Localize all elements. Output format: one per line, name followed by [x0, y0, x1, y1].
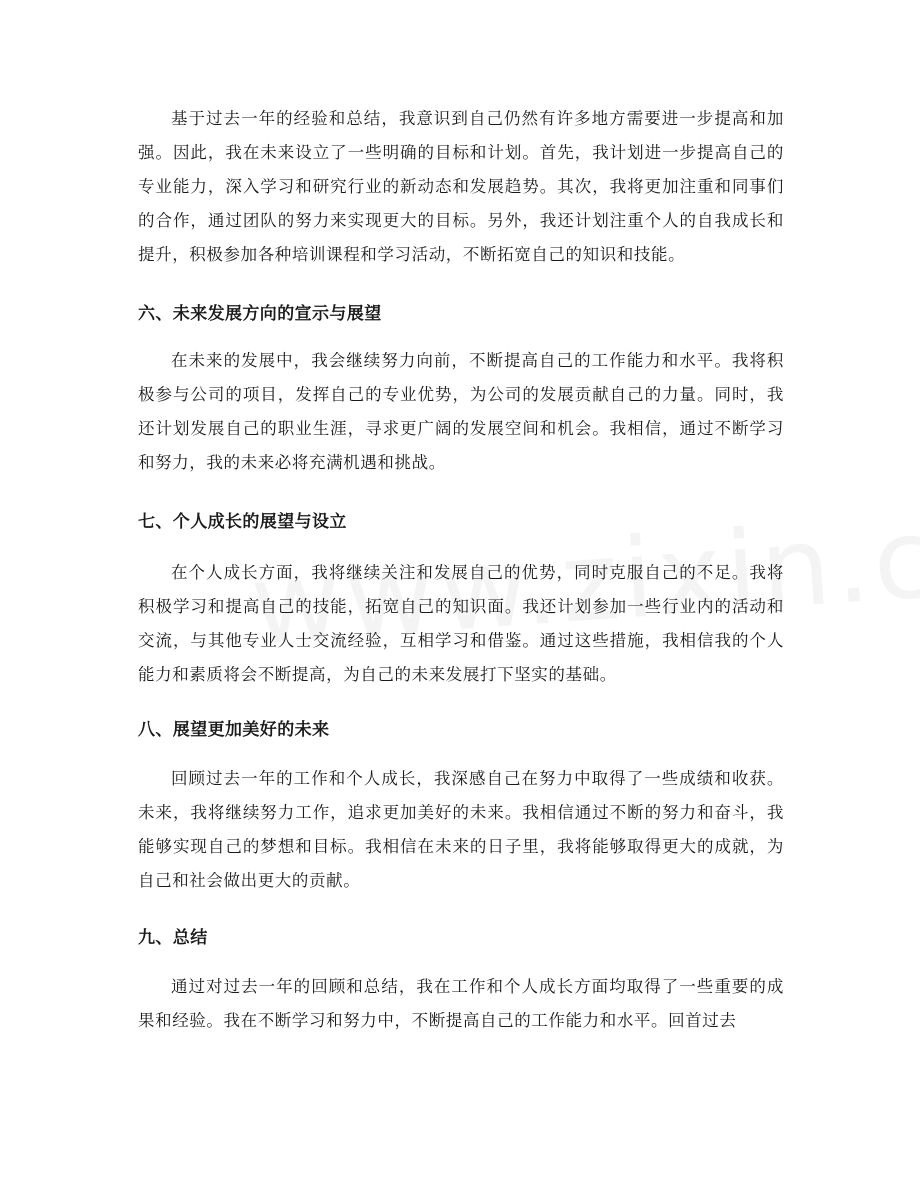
- section-heading: 六、未来发展方向的宣示与展望: [138, 304, 382, 324]
- paragraph-text: 回顾过去一年的工作和个人成长，我深感自己在努力中取得了一些成绩和收获。未来，我将继续努力工作，追求更加美好的未来。我相信通过不断的努力和奋斗，我能够实现自己的梦想和目标。我相信在未来的日子里，我将能够取得更大的成就，为自己和社会做出更大的贡献。: [138, 769, 784, 890]
- heading-section-6: [138, 300, 784, 328]
- heading-section-7: [138, 508, 784, 536]
- paragraph-text: 在未来的发展中，我会继续努力向前，不断提高自己的工作能力和水平。我将积极参与公司的项目，发挥自己的专业优势，为公司的发展贡献自己的力量。同时，我还计划发展自己的职业生涯，寻求更广阔的发展空间和机会。我相信，通过不断学习和努力，我的未来必将充满机遇和挑战。: [138, 351, 784, 472]
- paragraph-summary: [138, 970, 784, 1038]
- heading-section-9: [138, 924, 784, 952]
- paragraph-future-direction: [138, 344, 784, 480]
- paragraph-text: 基于过去一年的经验和总结，我意识到自己仍然有许多地方需要进一步提高和加强。因此，我在未来设立了一些明确的目标和计划。首先，我计划进一步提高自己的专业能力，深入学习和研究行业的新动态和发展趋势。其次，我将更加注重和同事们的合作，通过团队的努力来实现更大的目标。另外，我还计划注重个人的自我成长和提升，积极参加各种培训课程和学习活动，不断拓宽自己的知识和技能。: [138, 109, 784, 264]
- paragraph-text: 在个人成长方面，我将继续关注和发展自己的优势，同时克服自己的不足。我将积极学习和提高自己的技能，拓宽自己的知识面。我还计划参加一些行业内的活动和交流，与其他专业人士交流经验，互相学习和借鉴。通过这些措施，我相信我的个人能力和素质将会不断提高，为自己的未来发展打下坚实的基础。: [138, 563, 784, 684]
- paragraph-goals: [138, 102, 784, 272]
- section-heading: 七、个人成长的展望与设立: [138, 512, 347, 532]
- paragraph-better-future: [138, 762, 784, 898]
- section-heading: 九、总结: [138, 928, 208, 948]
- section-heading: 八、展望更加美好的未来: [138, 720, 330, 740]
- paragraph-text: 通过对过去一年的回顾和总结，我在工作和个人成长方面均取得了一些重要的成果和经验。我在不断学习和努力中，不断提高自己的工作能力和水平。回首过去: [138, 977, 784, 1030]
- paragraph-personal-growth: [138, 556, 784, 692]
- heading-section-8: [138, 716, 784, 744]
